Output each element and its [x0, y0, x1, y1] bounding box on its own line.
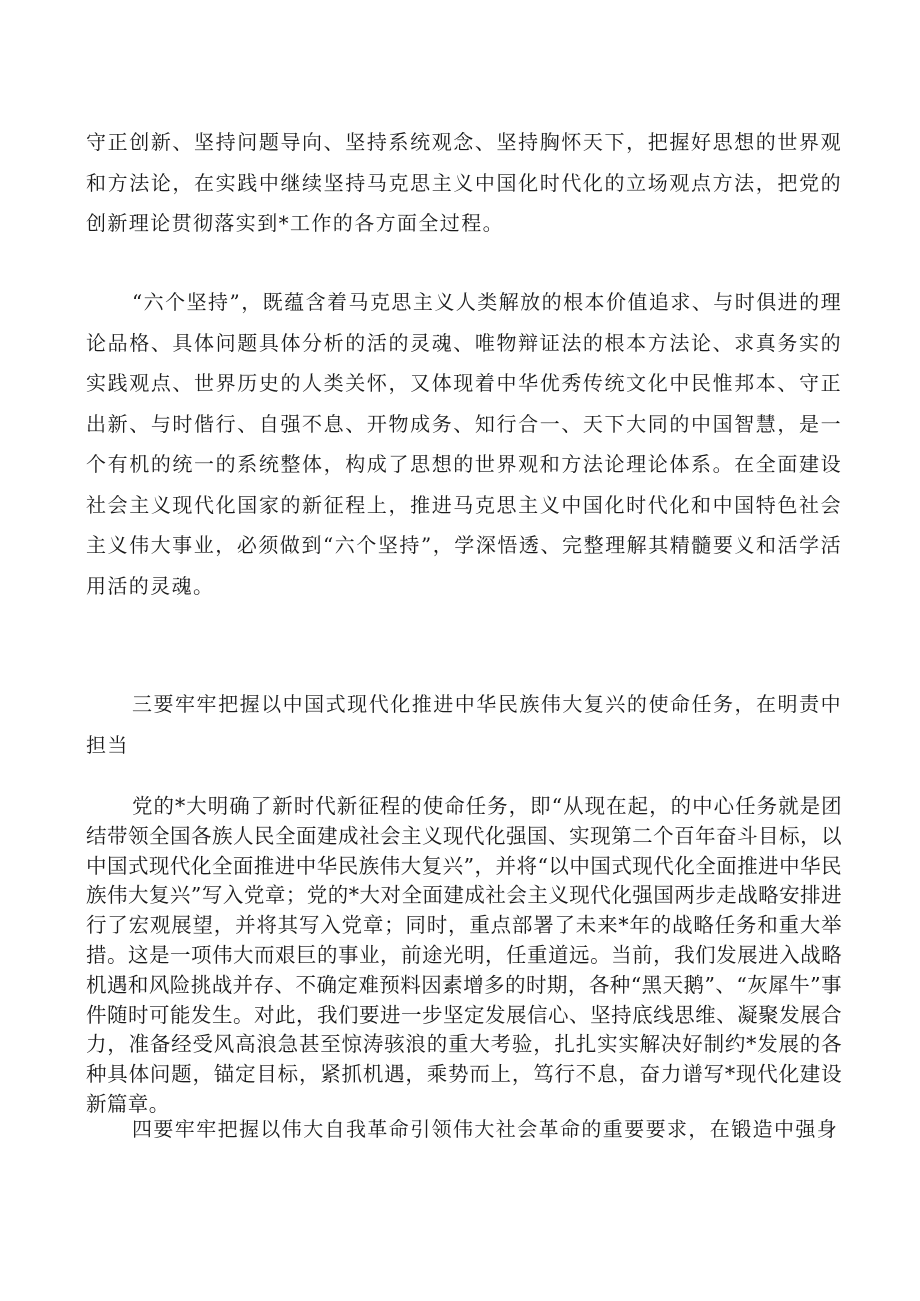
- section-heading-four: 四要牢牢把握以伟大自我革命引领伟大社会革命的重要要求，在锻造中强身: [132, 1117, 839, 1141]
- paragraph-mission-task: 党的*大明确了新时代新征程的使命任务，即“从现在起，的中心任务就是团结带领全国各族人民全面建成社会主义现代化强国、实现第二个百年奋斗目标，以中国式现代化全面推进中华民族伟大复兴”，并将“以中国式现代化全面推进中华民族伟大复兴”写入党章；党的*大对全面建成社会主义现代化强国两步走战略安排进行了宏观展望，并将其写入党章；同时，重点部署了未来*年的战略任务和重大举措。这是一项伟大而艰巨的事业，前途光明，任重道远。当前，我们发展进入战略机遇和风险挑战并存、不确定难预料因素增多的时期，各种“黑天鹅”、“灰犀牛”事件随时可能发生。对此，我们要进一步坚定发展信心、坚持底线思维、凝聚发展合力，准备经受风高浪急甚至惊涛骇浪的重大考验，扎扎实实解决好制约*发展的各种具体问题，锚定目标，紧抓机遇，乘势而上，笃行不息，奋力谱写*现代化建设新篇章。: [86, 794, 842, 1116]
- section-heading-three: 三要牢牢把握以中国式现代化推进中华民族伟大复兴的使命任务，在明责中担当: [86, 692, 842, 757]
- paragraph-six-adherences: “六个坚持”，既蕴含着马克思主义人类解放的根本价值追求、与时俱进的理论品格、具体问题具体分析的活的灵魂、唯物辩证法的根本方法论、求真务实的实践观点、世界历史的人类关怀，又体现着中华优秀传统文化中民惟邦本、守正出新、与时偕行、自强不息、开物成务、知行合一、天下大同的中国智慧，是一个有机的统一的系统整体，构成了思想的世界观和方法论理论体系。在全面建设社会主义现代化国家的新征程上，推进马克思主义中国化时代化和中国特色社会主义伟大事业，必须做到“六个坚持”，学深悟透、完整理解其精髓要义和活学活用活的灵魂。: [86, 290, 842, 598]
- paragraph-continuation: 守正创新、坚持问题导向、坚持系统观念、坚持胸怀天下，把握好思想的世界观和方法论，在实践中继续坚持马克思主义中国化时代化的立场观点方法，把党的创新理论贯彻落实到*工作的各方面全过程。: [86, 130, 842, 235]
